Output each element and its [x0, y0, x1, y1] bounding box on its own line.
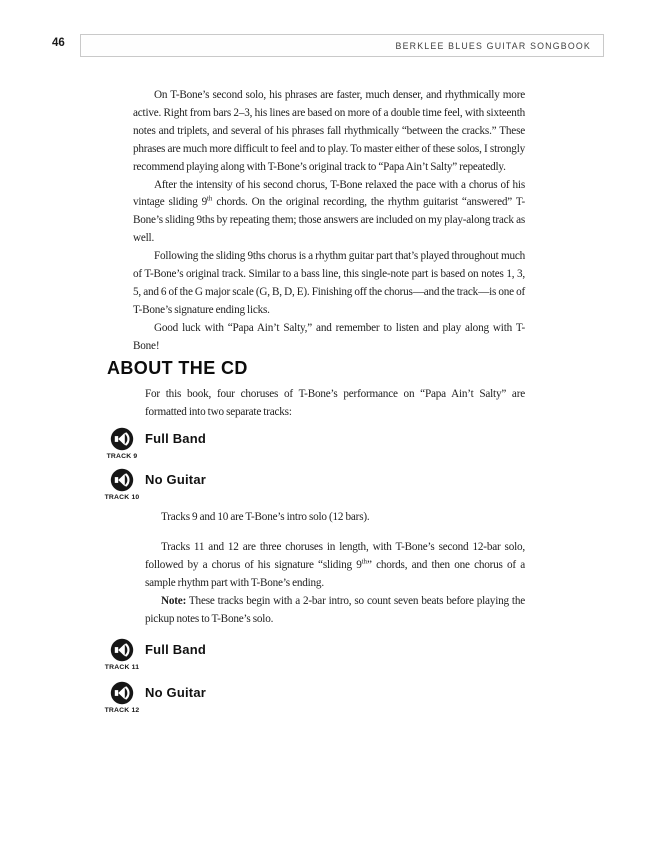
- page-content: [0, 87, 648, 714]
- cd-speaker-icon: [110, 468, 134, 492]
- track-12-icon-block: [104, 681, 140, 714]
- track-row-12: [104, 681, 648, 714]
- cd-speaker-icon: [110, 427, 134, 451]
- track-number-label: TRACK 9: [106, 453, 138, 461]
- paragraph-text: ” chords, and then one chorus of a sample rhythm part with T-Bone’s ending.: [145, 559, 525, 590]
- paragraph-rhythm-part: Following the sliding 9ths chorus is a rhythm guitar part that’s played throughout much of T-Bone’s original track. Similar to a bass line, this single-note part is based on notes 1, 3, 5, and 6 of the G major scale (G, B, D, E). Finishing off the chorus—and the track—is one of T-Bone’s signature ending licks.: [133, 250, 525, 316]
- note-label: Note:: [161, 595, 187, 608]
- paragraph-good-luck: Good luck with “Papa Ain’t Salty,” and remember to listen and play along with T-Bone!: [133, 321, 525, 352]
- cd-speaker-icon: [110, 638, 134, 662]
- track-11-icon-block: [104, 638, 140, 671]
- section-heading-about-the-cd: ABOUT THE CD: [107, 357, 248, 378]
- track-title: No Guitar: [145, 684, 207, 700]
- track-number-label: TRACK 11: [104, 663, 140, 671]
- note-text: These tracks begin with a 2-bar intro, so count seven beats before playing the pickup notes to T-Bone’s solo.: [145, 595, 525, 625]
- track-9-icon-block: [104, 427, 140, 460]
- track-row-9: [104, 427, 648, 460]
- ordinal-superscript: th: [361, 557, 367, 566]
- track-row-11: [104, 638, 648, 671]
- tracks-11-12-description: [145, 539, 525, 593]
- ordinal-superscript: th: [207, 194, 213, 203]
- track-title: No Guitar: [145, 472, 207, 488]
- paragraph-sliding-9ths: [133, 177, 525, 249]
- article-body: [0, 87, 648, 356]
- running-head-box: [80, 34, 604, 57]
- track-title: Full Band: [145, 641, 207, 657]
- paragraph-text: Tracks 11 and 12 are three choruses in length, with T-Bone’s second 12-bar solo, followed by a chorus of his signature “sliding 9: [145, 541, 525, 572]
- track-10-icon-block: [104, 468, 140, 501]
- page-number: 46: [52, 37, 65, 49]
- paragraph-second-solo: On T-Bone’s second solo, his phrases are faster, much denser, and rhythmically more active. Right from bars 2–3, his lines are based on more of a double time feel, with sixteenth notes and triplets, and several of his phrases fall rhythmically “between the cracks.” These phrases are much more difficult to feel and to play. To master either of these solos, I strongly recommend playing along with T-Bone’s original track to “Papa Ain’t Salty” repeatedly.: [133, 89, 525, 173]
- cd-intro-paragraph: For this book, four choruses of T-Bone’s performance on “Papa Ain’t Salty” are formatted into two separate tracks:: [145, 387, 525, 418]
- track-number-label: TRACK 12: [104, 706, 140, 714]
- paragraph-text: After the intensity of his second chorus, T-Bone relaxed the pace with a chorus of his vintage sliding 9: [133, 178, 525, 209]
- cd-speaker-icon: [110, 681, 134, 705]
- note-paragraph: [145, 593, 525, 629]
- tracks-9-10-description: Tracks 9 and 10 are T-Bone’s intro solo (12 bars).: [161, 511, 370, 524]
- paragraph-text: chords. On the original recording, the rhythm guitarist “answered” T-Bone’s sliding 9ths by repeating them; those answers are included on my play-along track as well.: [133, 196, 525, 245]
- cd-section: [0, 386, 648, 714]
- running-head-title: BERKLEE BLUES GUITAR SONGBOOK: [395, 40, 591, 51]
- track-title: Full Band: [145, 431, 207, 447]
- track-number-label: TRACK 10: [104, 494, 140, 502]
- track-row-10: [104, 468, 648, 501]
